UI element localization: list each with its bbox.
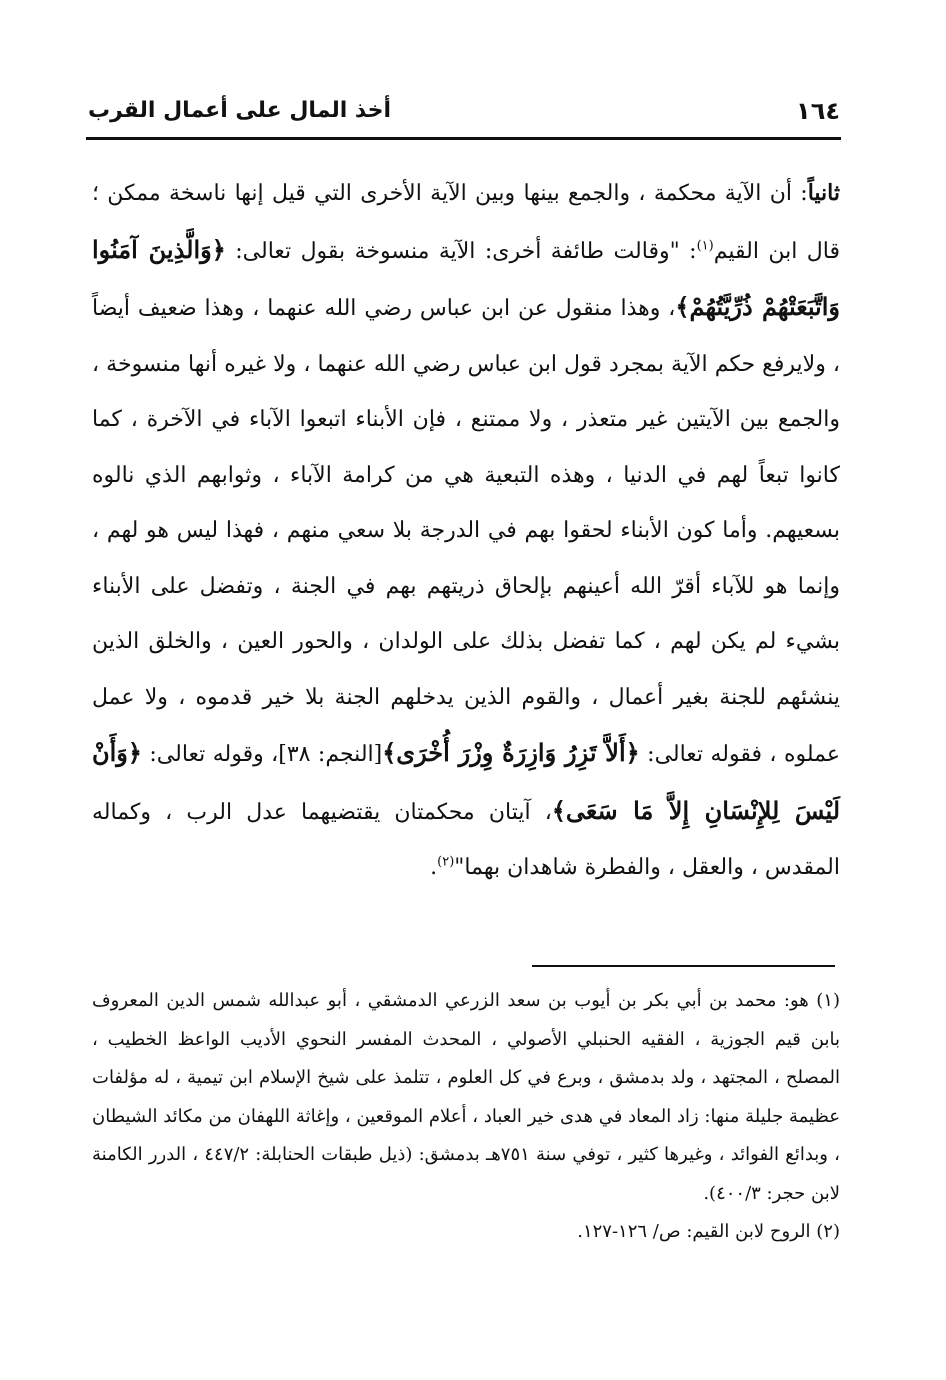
footnote-2: (٢) الروح لابن القيم: ص/ ١٢٦-١٢٧. xyxy=(577,1221,840,1242)
text-segment: ، آيتان محكمتان يقتضيهما عدل الرب ، وكماله المقدس ، والعقل ، والفطرة شاهدان بهما" xyxy=(92,799,840,880)
main-text xyxy=(92,166,840,896)
running-title: أخذ المال على أعمال القرب xyxy=(88,98,392,123)
footnote-ref-1: (١) xyxy=(696,238,714,254)
text-segment: : أن الآية محكمة ، والجمع بينها وبين الآية الأخرى التي قيل إنها ناسخة ممكن ؛ قال ابن القيم xyxy=(92,181,840,264)
page-header xyxy=(88,96,840,132)
footnotes xyxy=(92,982,840,1252)
quran-verse-3: ﴿وَأَنْ لَيْسَ لِلإِنْسَانِ إِلاَّ مَا سَعَى﴾ xyxy=(92,738,841,825)
footnote-1: (١) هو: محمد بن أبي بكر بن أيوب بن سعد الزرعي الدمشقي ، أبو عبدالله شمس الدين المعروف بابن قيم الجوزية ، الفقيه الحنبلي الأصولي ، المحدث المفسر النحوي الأديب الواعظ الخطيب ، المصلح ، المجتهد ، ولد بدمشق ، وبرع في كل العلوم ، تتلمذ على شيخ الإسلام ابن تيمية ، له مؤلفات عظيمة جليلة منها: زاد المعاد في هدى خير العباد ، أعلام الموقعين ، وإغاثة اللهفان من مكائد الشيطان ، وبدائع الفوائد ، وغيرها كثير ، توفي سنة ٧٥١هـ بدمشق: (ذيل طبقات الحنابلة: ٤٤٧/٢ ، الدرر الكامنة لابن حجر: ٤٠٠/٣). xyxy=(92,990,840,1204)
quran-verse-2: ﴿أَلاَّ تَزِرُ وَازِرَةٌ وِزْرَ أُخْرَى﴾ xyxy=(382,738,640,767)
text-segment: : "وقالت طائفة أخرى: الآية منسوخة بقول تعالى: xyxy=(225,238,697,264)
text-segment: ، وهذا منقول عن ابن عباس رضي الله عنهما ، وهذا ضعيف أيضاً ، ولايرفع حكم الآية بمجرد قول ابن عباس رضي الله عنهما ، ولا غيره أنها منسوخة ، والجمع بين الآيتين غير متعذر ، ولا ممتنع ، فإن الأبناء اتبعوا الآباء في الآخرة ، كما كانوا تبعاً لهم في الدنيا ، وهذه التبعية هي من كرامة الآباء ، وثوابهم الذي نالوه بسعيهم. وأما كون الأبناء لحقوا بهم في الدرجة بلا سعي منهم ، فهذا ليس هو لهم ، وإنما هو للآباء أقرّ الله أعينهم بإلحاق ذريتهم بهم في الجنة ، وتفضل على الأبناء بشيء لم يكن لهم ، كما تفضل بذلك على الولدان ، والحور العين ، والخلق الذين ينشئهم للجنة بغير أعمال ، والقوم الذين يدخلهم الجنة بلا خير قدموه ، ولا عمل عملوه ، فقوله تعالى: xyxy=(92,296,840,767)
text-segment: [النجم: ٣٨]، وقوله تعالى: xyxy=(141,742,383,767)
header-rule xyxy=(86,137,841,140)
footnote-ref-2: (٢) xyxy=(437,854,455,870)
lead-word: ثانياً xyxy=(807,180,840,206)
page-number: ١٦٤ xyxy=(796,97,840,125)
footnote-separator xyxy=(532,965,835,967)
main-paragraph xyxy=(92,166,840,896)
text-segment: . xyxy=(430,855,438,880)
quran-verse-1: ﴿وَالَّذِينَ آمَنُوا وَاتَّبَعَتْهُمْ ذُرِّيَّتُهُمْ﴾ xyxy=(92,234,840,321)
